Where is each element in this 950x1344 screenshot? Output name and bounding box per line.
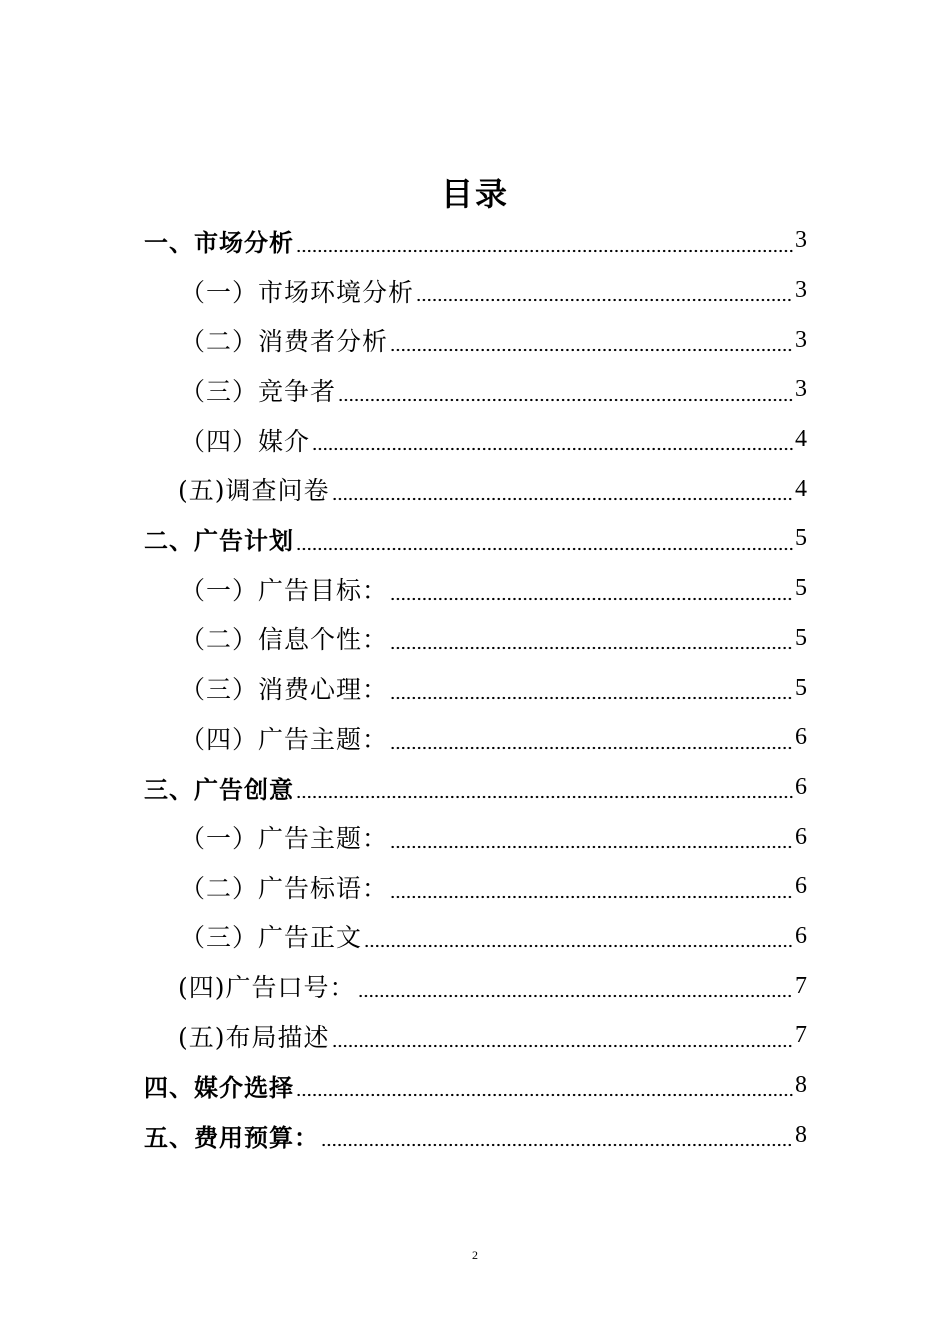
toc-leader-dots (312, 446, 793, 452)
toc-entry-page: 6 (795, 724, 807, 751)
toc-entry[interactable] (144, 564, 807, 614)
toc-leader-dots (296, 546, 793, 552)
toc-entry-page: 7 (795, 972, 807, 999)
toc-entry-label: （二）广告标语： (180, 873, 389, 903)
toc-entry-page: 5 (795, 575, 807, 602)
toc-entry-page: 5 (795, 624, 807, 651)
toc-entry[interactable] (144, 415, 807, 465)
toc-leader-dots (390, 695, 793, 701)
toc-entry[interactable] (144, 961, 807, 1011)
toc-entry-label: （三）广告正文 (180, 923, 363, 953)
toc-entry-page: 4 (795, 475, 807, 502)
page-title: 目录 (440, 175, 509, 213)
toc-entry-label: （一）广告目标： (180, 575, 389, 605)
toc-entry-label: 一、市场分析 (144, 229, 294, 258)
toc-entry[interactable] (144, 1110, 807, 1160)
toc-leader-dots (390, 745, 793, 751)
toc-leader-dots (390, 596, 793, 602)
toc-leader-dots (358, 993, 793, 999)
toc-entry[interactable] (144, 912, 807, 962)
toc-entry[interactable] (144, 614, 807, 664)
toc-leader-dots (390, 844, 793, 850)
toc-leader-dots (321, 1142, 793, 1148)
toc-leader-dots (338, 397, 793, 403)
page-number: 2 (472, 1248, 478, 1262)
toc-entry[interactable] (144, 763, 807, 813)
toc-entry[interactable] (144, 1011, 807, 1061)
toc-entry-label: （二）信息个性： (180, 625, 389, 655)
toc-entry-page: 6 (795, 823, 807, 850)
toc-entry-label: （三）消费心理： (180, 675, 389, 705)
table-of-contents (144, 216, 807, 1160)
toc-entry-page: 5 (795, 525, 807, 552)
toc-entry[interactable] (144, 862, 807, 912)
toc-entry-label: 五、费用预算： (144, 1123, 319, 1152)
toc-entry-label: （四）广告主题： (180, 724, 389, 754)
toc-leader-dots (332, 1043, 793, 1049)
toc-leader-dots (332, 496, 793, 502)
toc-entry-label: (五)调查问卷 (178, 476, 330, 506)
toc-entry-page: 6 (795, 773, 807, 800)
toc-entry[interactable] (144, 315, 807, 365)
toc-entry-label: （一）广告主题： (180, 824, 389, 854)
toc-entry[interactable] (144, 663, 807, 713)
toc-entry[interactable] (144, 216, 807, 266)
toc-entry[interactable] (144, 514, 807, 564)
toc-leader-dots (364, 943, 793, 949)
toc-entry-label: 三、广告创意 (144, 775, 294, 804)
toc-entry-page: 3 (795, 227, 807, 254)
toc-entry[interactable] (144, 266, 807, 316)
toc-entry-label: （一）市场环境分析 (180, 277, 415, 307)
toc-entry-label: （二）消费者分析 (180, 327, 389, 357)
toc-entry-page: 3 (795, 277, 807, 304)
toc-entry[interactable] (144, 464, 807, 514)
toc-entry-page: 8 (795, 1072, 807, 1099)
toc-entry-page: 6 (795, 922, 807, 949)
toc-entry-label: (五)布局描述 (178, 1022, 330, 1052)
toc-entry-label: 四、媒介选择 (144, 1074, 294, 1103)
toc-entry-label: （三）竞争者 (180, 376, 337, 406)
toc-entry[interactable] (144, 365, 807, 415)
toc-leader-dots (390, 347, 793, 353)
toc-entry-label: （四）媒介 (180, 426, 311, 456)
toc-entry-label: (四)广告口号： (178, 973, 356, 1003)
toc-leader-dots (416, 297, 793, 303)
toc-leader-dots (296, 1092, 793, 1098)
toc-entry-page: 5 (795, 674, 807, 701)
toc-entry-page: 7 (795, 1022, 807, 1049)
toc-entry-label: 二、广告计划 (144, 527, 294, 556)
toc-entry-page: 3 (795, 326, 807, 353)
toc-entry[interactable] (144, 1061, 807, 1111)
toc-leader-dots (296, 248, 793, 254)
toc-entry-page: 3 (795, 376, 807, 403)
toc-leader-dots (390, 645, 793, 651)
toc-entry[interactable] (144, 812, 807, 862)
toc-entry[interactable] (144, 713, 807, 763)
toc-entry-page: 4 (795, 426, 807, 453)
toc-entry-page: 6 (795, 873, 807, 900)
toc-leader-dots (390, 894, 793, 900)
toc-leader-dots (296, 794, 793, 800)
toc-entry-page: 8 (795, 1121, 807, 1148)
